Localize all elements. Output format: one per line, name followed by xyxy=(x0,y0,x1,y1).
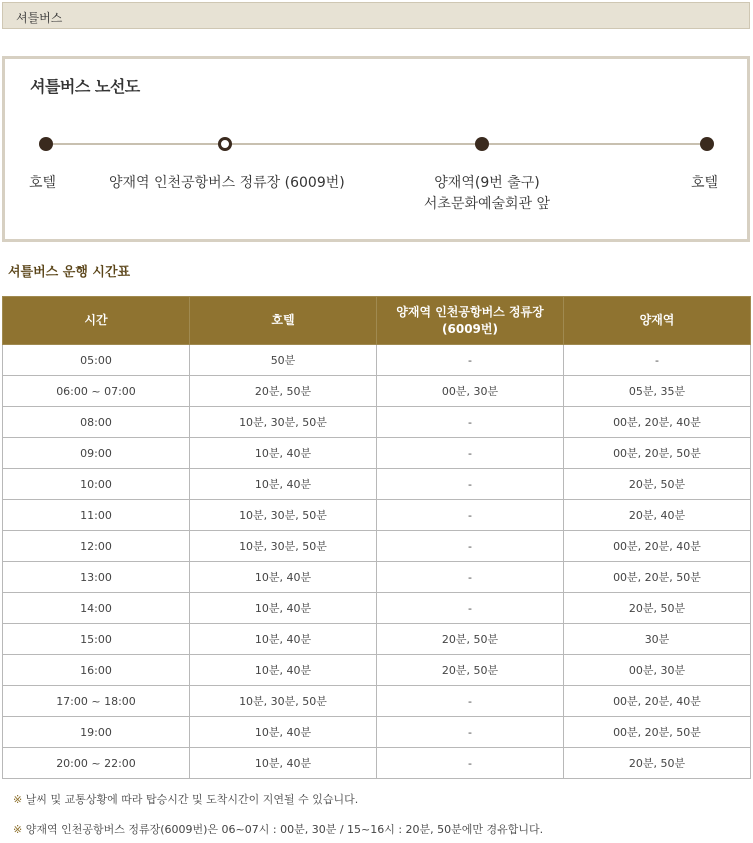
cell-yangjae: 00분, 20분, 50분 xyxy=(564,438,751,469)
cell-hotel: 10분, 40분 xyxy=(190,717,377,748)
cell-time: 11:00 xyxy=(3,500,190,531)
notice-weather xyxy=(13,791,358,807)
cell-hotel: 10분, 30분, 50분 xyxy=(190,407,377,438)
cell-time: 06:00 ~ 07:00 xyxy=(3,376,190,407)
table-row xyxy=(3,717,751,748)
route-map-title: 셔틀버스 노선도 xyxy=(30,77,140,96)
table-row xyxy=(3,500,751,531)
cell-hotel: 10분, 40분 xyxy=(190,593,377,624)
table-row xyxy=(3,469,751,500)
cell-hotel: 10분, 40분 xyxy=(190,655,377,686)
table-row xyxy=(3,376,751,407)
schedule-header-row xyxy=(3,297,751,345)
cell-yangjae: 05분, 35분 xyxy=(564,376,751,407)
cell-time: 12:00 xyxy=(3,531,190,562)
table-row xyxy=(3,593,751,624)
cell-hotel: 20분, 50분 xyxy=(190,376,377,407)
cell-airport-bus: - xyxy=(377,531,564,562)
column-header-airport-bus: 양재역 인천공항버스 정류장 (6009번) xyxy=(377,297,564,345)
column-header-hotel: 호텔 xyxy=(190,297,377,345)
cell-yangjae: 20분, 50분 xyxy=(564,469,751,500)
cell-time: 17:00 ~ 18:00 xyxy=(3,686,190,717)
cell-yangjae: 20분, 40분 xyxy=(564,500,751,531)
cell-airport-bus: - xyxy=(377,717,564,748)
cell-time: 10:00 xyxy=(3,469,190,500)
cell-hotel: 10분, 40분 xyxy=(190,469,377,500)
notice-mark: ※ xyxy=(13,793,23,806)
cell-airport-bus: - xyxy=(377,345,564,376)
schedule-title: 셔틀버스 운행 시간표 xyxy=(8,265,131,280)
cell-hotel: 10분, 30분, 50분 xyxy=(190,500,377,531)
notice-mark: ※ xyxy=(13,823,23,836)
cell-yangjae: - xyxy=(564,345,751,376)
table-row xyxy=(3,655,751,686)
table-row xyxy=(3,624,751,655)
cell-yangjae: 30분 xyxy=(564,624,751,655)
cell-yangjae: 00분, 20분, 50분 xyxy=(564,717,751,748)
cell-hotel: 10분, 40분 xyxy=(190,562,377,593)
cell-yangjae: 20분, 50분 xyxy=(564,593,751,624)
cell-yangjae: 00분, 20분, 40분 xyxy=(564,531,751,562)
cell-time: 14:00 xyxy=(3,593,190,624)
cell-time: 13:00 xyxy=(3,562,190,593)
cell-airport-bus: - xyxy=(377,469,564,500)
cell-airport-bus: 00분, 30분 xyxy=(377,376,564,407)
stop-marker-airport-bus xyxy=(218,137,232,151)
cell-airport-bus: - xyxy=(377,593,564,624)
cell-airport-bus: - xyxy=(377,686,564,717)
cell-yangjae: 00분, 20분, 40분 xyxy=(564,686,751,717)
notice-text: 양재역 인천공항버스 정류장(6009번)은 06~07시 : 00분, 30분 / 15~16시 : 20분, 50분에만 경유합니다. xyxy=(25,823,544,836)
cell-time: 16:00 xyxy=(3,655,190,686)
page-title: 셔틀버스 xyxy=(16,11,63,25)
table-row xyxy=(3,562,751,593)
cell-hotel: 10분, 30분, 50분 xyxy=(190,531,377,562)
schedule-body xyxy=(3,345,751,779)
schedule-table xyxy=(2,296,751,779)
cell-airport-bus: - xyxy=(377,500,564,531)
table-row xyxy=(3,686,751,717)
notice-airport-bus xyxy=(13,821,543,837)
table-row xyxy=(3,531,751,562)
stop-label-airport-bus: 양재역 인천공항버스 정류장 (6009번) xyxy=(109,175,345,191)
cell-yangjae: 00분, 30분 xyxy=(564,655,751,686)
table-row xyxy=(3,748,751,779)
stop-label-yangjae: 양재역(9번 출구) 서초문화예술회관 앞 xyxy=(423,175,551,212)
table-row xyxy=(3,345,751,376)
cell-hotel: 10분, 40분 xyxy=(190,624,377,655)
cell-time: 15:00 xyxy=(3,624,190,655)
column-header-yangjae: 양재역 xyxy=(564,297,751,345)
table-row xyxy=(3,438,751,469)
cell-time: 20:00 ~ 22:00 xyxy=(3,748,190,779)
stop-marker-yangjae xyxy=(475,137,489,151)
cell-airport-bus: - xyxy=(377,562,564,593)
cell-airport-bus: - xyxy=(377,438,564,469)
stop-marker-hotel-start xyxy=(39,137,53,151)
cell-time: 08:00 xyxy=(3,407,190,438)
cell-hotel: 50분 xyxy=(190,345,377,376)
cell-airport-bus: 20분, 50분 xyxy=(377,624,564,655)
stop-label-hotel-start: 호텔 xyxy=(29,175,57,191)
cell-hotel: 10분, 30분, 50분 xyxy=(190,686,377,717)
cell-hotel: 10분, 40분 xyxy=(190,748,377,779)
cell-airport-bus: 20분, 50분 xyxy=(377,655,564,686)
cell-hotel: 10분, 40분 xyxy=(190,438,377,469)
page-header xyxy=(2,2,750,29)
column-header-time: 시간 xyxy=(3,297,190,345)
route-line xyxy=(47,143,707,145)
cell-time: 09:00 xyxy=(3,438,190,469)
table-row xyxy=(3,407,751,438)
cell-airport-bus: - xyxy=(377,407,564,438)
cell-time: 05:00 xyxy=(3,345,190,376)
cell-airport-bus: - xyxy=(377,748,564,779)
route-map xyxy=(2,56,750,242)
cell-time: 19:00 xyxy=(3,717,190,748)
notice-text: 날씨 및 교통상황에 따라 탑승시간 및 도착시간이 지연될 수 있습니다. xyxy=(25,793,359,806)
cell-yangjae: 00분, 20분, 40분 xyxy=(564,407,751,438)
cell-yangjae: 00분, 20분, 50분 xyxy=(564,562,751,593)
cell-yangjae: 20분, 50분 xyxy=(564,748,751,779)
stop-marker-hotel-end xyxy=(700,137,714,151)
stop-label-hotel-end: 호텔 xyxy=(691,175,719,191)
